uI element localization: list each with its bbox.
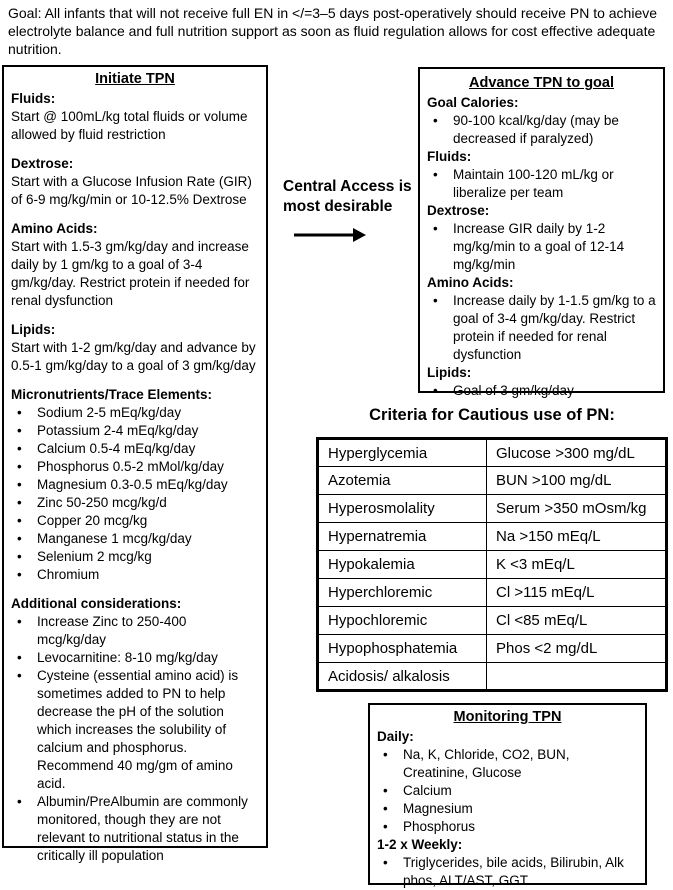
micronutrients-section bbox=[11, 386, 259, 584]
bullet-item: • Magnesium 0.3-0.5 mEq/kg/day bbox=[11, 476, 259, 494]
bullet-item: • Levocarnitine: 8-10 mg/kg/day bbox=[11, 649, 259, 667]
weekly-label: 1-2 x Weekly: bbox=[377, 837, 463, 852]
criteria-condition: Azotemia bbox=[318, 467, 487, 495]
lipids-goal-section bbox=[427, 364, 656, 400]
initiate-tpn-box bbox=[2, 65, 268, 863]
dextrose-section bbox=[11, 155, 259, 209]
amino-acids-text: Start with 1.5-3 gm/kg/day and increase daily by 1 gm/kg to a goal of 3-4 gm/kg/day. Restrict protein if needed for renal dysfunction bbox=[11, 239, 250, 308]
additional-considerations-label: Additional considerations: bbox=[11, 596, 182, 611]
bullet-item: • Calcium 0.5-4 mEq/kg/day bbox=[11, 440, 259, 458]
additional-considerations-section bbox=[11, 595, 259, 865]
bullet-item: • Zinc 50-250 mcg/kg/d bbox=[11, 494, 259, 512]
amino-goal-label: Amino Acids: bbox=[427, 275, 514, 290]
weekly-monitoring-section bbox=[377, 836, 638, 890]
weekly-monitoring-list bbox=[377, 854, 638, 890]
dextrose-goal-label: Dextrose: bbox=[427, 203, 490, 218]
criteria-row bbox=[318, 579, 667, 607]
criteria-condition: Acidosis/ alkalosis bbox=[318, 663, 487, 691]
advance-tpn-title: Advance TPN to goal bbox=[468, 75, 615, 91]
criteria-condition: Hyperosmolality bbox=[318, 495, 487, 523]
bullet-item: • Goal of 3 gm/kg/day bbox=[427, 382, 656, 400]
criteria-row bbox=[318, 551, 667, 579]
criteria-value: Cl >115 mEq/L bbox=[487, 579, 667, 607]
bullet-item: • Increase Zinc to 250-400 mcg/kg/day bbox=[11, 613, 259, 649]
bullet-item: • 90-100 kcal/kg/day (may be decreased if paralyzed) bbox=[427, 112, 656, 148]
bullet-item: • Calcium bbox=[377, 782, 638, 800]
amino-acids-label: Amino Acids: bbox=[11, 221, 98, 236]
criteria-value: Phos <2 mg/dL bbox=[487, 635, 667, 663]
criteria-row bbox=[318, 467, 667, 495]
criteria-condition: Hypophosphatemia bbox=[318, 635, 487, 663]
dextrose-goal-section bbox=[427, 202, 656, 274]
micronutrients-label: Micronutrients/Trace Elements: bbox=[11, 387, 213, 402]
criteria-condition: Hypokalemia bbox=[318, 551, 487, 579]
fluids-goal-label: Fluids: bbox=[427, 149, 472, 164]
bullet-item: • Phosphorus 0.5-2 mMol/kg/day bbox=[11, 458, 259, 476]
bullet-item: • Cysteine (essential amino acid) is sometimes added to PN to help decrease the pH of the solution which increases the solubility of calcium and phosphorus. Recommend 40 mg/gm of amino acid. bbox=[11, 667, 259, 793]
bullet-item: • Increase daily by 1-1.5 gm/kg to a goal of 3-4 gm/kg/day. Restrict protein if needed for renal dysfunction bbox=[427, 292, 656, 364]
fluids-label: Fluids: bbox=[11, 91, 56, 106]
criteria-row bbox=[318, 607, 667, 635]
bullet-item: • Triglycerides, bile acids, Bilirubin, Alk phos, ALT/AST, GGT bbox=[377, 854, 638, 890]
bullet-item: • Selenium 2 mcg/kg bbox=[11, 548, 259, 566]
criteria-row bbox=[318, 663, 667, 691]
dextrose-text: Start with a Glucose Infusion Rate (GIR) of 6-9 mg/kg/min or 10-12.5% Dextrose bbox=[11, 174, 252, 207]
bullet-item: • Phosphorus bbox=[377, 818, 638, 836]
criteria-condition: Hyperglycemia bbox=[318, 439, 487, 467]
daily-monitoring-list bbox=[377, 746, 638, 836]
bullet-item: • Magnesium bbox=[377, 800, 638, 818]
criteria-value: Cl <85 mEq/L bbox=[487, 607, 667, 635]
fluids-section bbox=[11, 90, 259, 144]
amino-goal-section bbox=[427, 274, 656, 364]
criteria-condition: Hyperchloremic bbox=[318, 579, 487, 607]
bullet-item: • Increase GIR daily by 1-2 mg/kg/min to a goal of 12-14 mg/kg/min bbox=[427, 220, 656, 274]
lipids-label: Lipids: bbox=[11, 322, 56, 337]
bullet-item: • Albumin/PreAlbumin are commonly monitored, though they are not relevant to nutritional status in the critically ill population bbox=[11, 793, 259, 865]
bullet-item: • Copper 20 mcg/kg bbox=[11, 512, 259, 530]
initiate-tpn-title: Initiate TPN bbox=[95, 71, 175, 87]
criteria-row bbox=[318, 439, 667, 467]
bullet-item: • Manganese 1 mcg/kg/day bbox=[11, 530, 259, 548]
bullet-item: • Chromium bbox=[11, 566, 259, 584]
daily-monitoring-section bbox=[377, 728, 638, 836]
criteria-value: Na >150 mEq/L bbox=[487, 523, 667, 551]
bullet-item: • Na, K, Chloride, CO2, BUN, Creatinine, Glucose bbox=[377, 746, 638, 782]
monitoring-tpn-title: Monitoring TPN bbox=[453, 709, 562, 725]
fluids-goal-section bbox=[427, 148, 656, 202]
goal-statement: Goal: All infants that will not receive full EN in </=3–5 days post-operatively should receive PN to achieve electrolyte balance and full nutrition support as soon as fluid regulation allows for cost effective adequate nutrition. bbox=[8, 5, 658, 57]
bullet-item: • Maintain 100-120 mL/kg or liberalize per team bbox=[427, 166, 656, 202]
criteria-condition: Hypochloremic bbox=[318, 607, 487, 635]
criteria-value: Serum >350 mOsm/kg bbox=[487, 495, 667, 523]
amino-acids-section bbox=[11, 220, 259, 310]
goal-calories-label: Goal Calories: bbox=[427, 95, 519, 110]
criteria-row bbox=[318, 523, 667, 551]
additional-considerations-list bbox=[11, 613, 259, 865]
lipids-section bbox=[11, 321, 259, 375]
bullet-item: • Sodium 2-5 mEq/kg/day bbox=[11, 404, 259, 422]
advance-tpn-box bbox=[418, 67, 665, 398]
criteria-value: K <3 mEq/L bbox=[487, 551, 667, 579]
right-arrow-icon bbox=[293, 226, 367, 249]
lipids-goal-label: Lipids: bbox=[427, 365, 472, 380]
criteria-condition: Hypernatremia bbox=[318, 523, 487, 551]
fluids-text: Start @ 100mL/kg total fluids or volume allowed by fluid restriction bbox=[11, 109, 248, 142]
goal-calories-section bbox=[427, 94, 656, 148]
criteria-row bbox=[318, 495, 667, 523]
criteria-value: BUN >100 mg/dL bbox=[487, 467, 667, 495]
micronutrients-list bbox=[11, 404, 259, 584]
central-access-note: Central Access is most desirable bbox=[283, 178, 412, 215]
dextrose-label: Dextrose: bbox=[11, 156, 74, 171]
daily-label: Daily: bbox=[377, 729, 414, 744]
criteria-value bbox=[487, 663, 667, 691]
criteria-title: Criteria for Cautious use of PN: bbox=[369, 406, 615, 424]
monitoring-tpn-box bbox=[368, 703, 647, 888]
criteria-value: Glucose >300 mg/dL bbox=[487, 439, 667, 467]
criteria-table bbox=[316, 437, 668, 692]
bullet-item: • Potassium 2-4 mEq/kg/day bbox=[11, 422, 259, 440]
criteria-row bbox=[318, 635, 667, 663]
lipids-text: Start with 1-2 gm/kg/day and advance by 0.5-1 gm/kg/day to a goal of 3 gm/kg/day bbox=[11, 340, 256, 373]
